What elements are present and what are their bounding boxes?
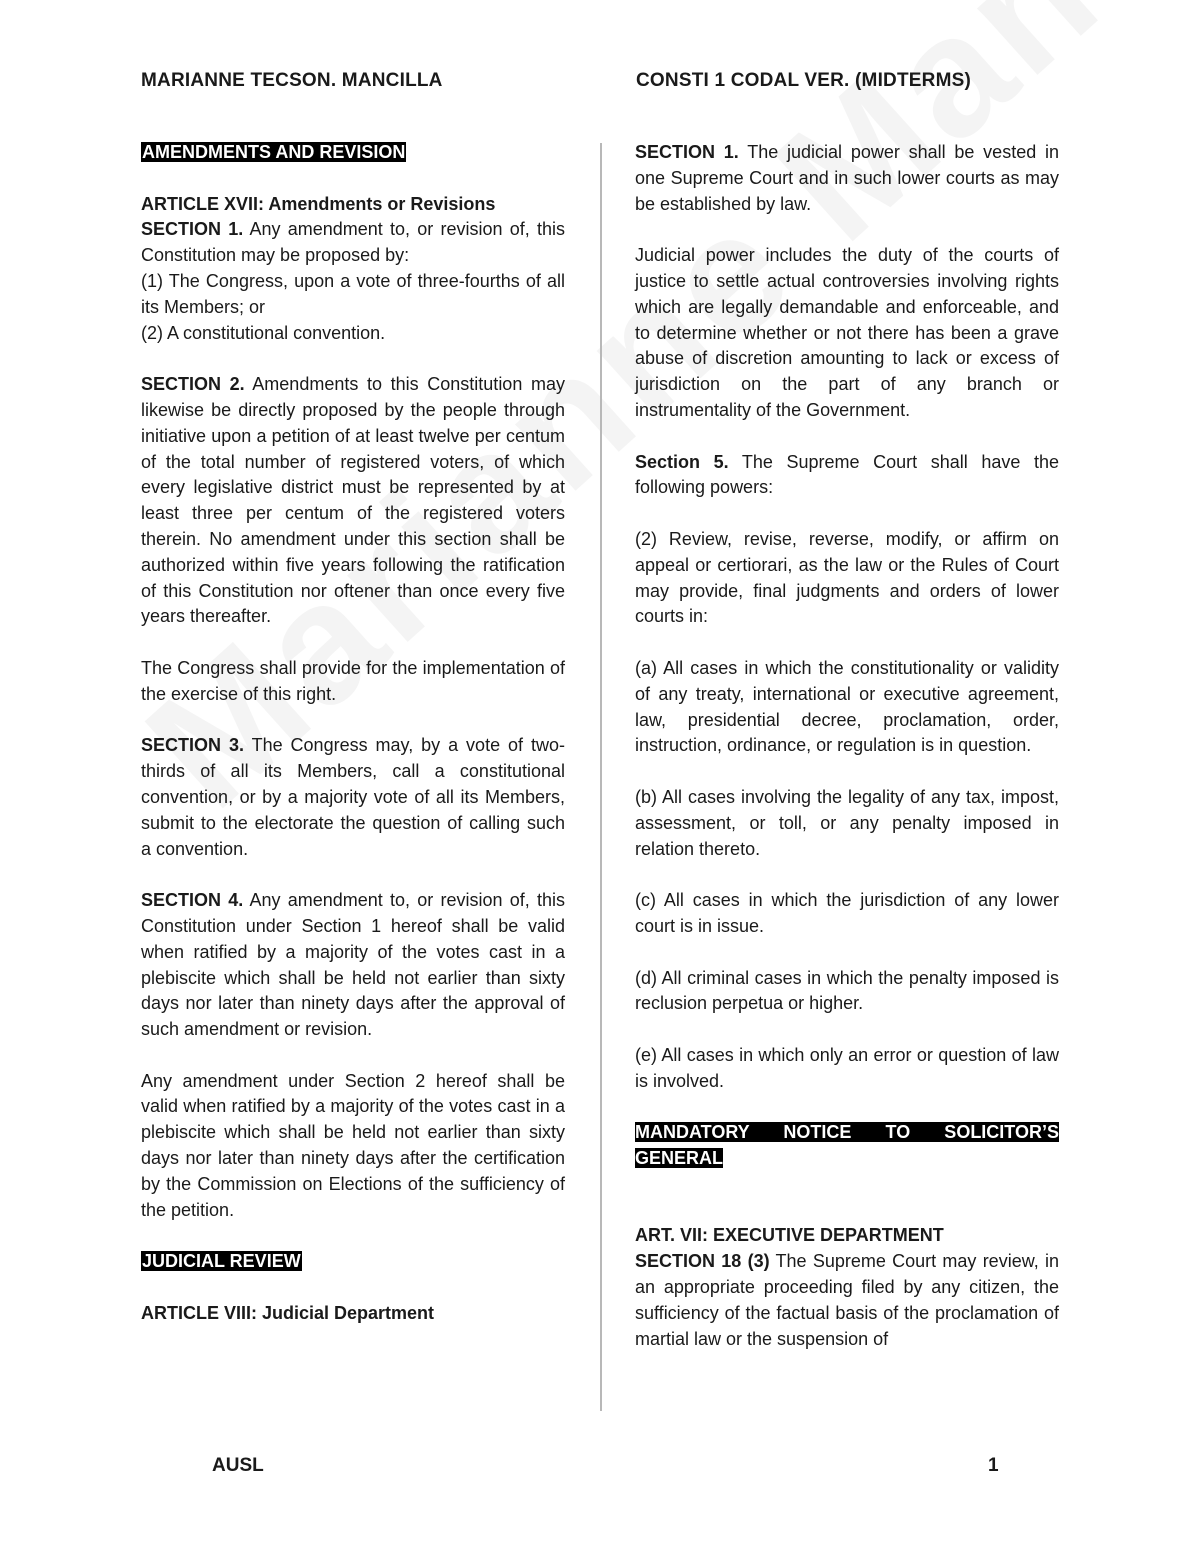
section-5-item-2: (2) Review, revise, reverse, modify, or affirm on appeal or certiorari, as the law or the Rules of Court may provide, final judgments and orders of lower courts in:: [635, 528, 1059, 627]
section-heading-judicial-review: JUDICIAL REVIEW: [142, 1251, 301, 1272]
article-viii-section-1: SECTION 1. The judicial power shall be vested in one Supreme Court and in such lower courts as may be established by law.: [635, 142, 1059, 214]
document-title: CONSTI 1 CODAL VER. (MIDTERMS): [636, 70, 971, 91]
article-vii-title: ART. VII: EXECUTIVE DEPARTMENT: [635, 1225, 944, 1246]
article-xvii-section-2-para-2: The Congress shall provide for the implementation of the exercise of this right.: [141, 657, 565, 704]
article-viii-section-5: Section 5. The Supreme Court shall have the following powers:: [635, 451, 1059, 498]
section-heading-mandatory-notice: MANDATORY NOTICE TO SOLICITOR’S GENERAL: [635, 1122, 1059, 1169]
section-5-item-d: (d) All criminal cases in which the penalty imposed is reclusion perpetua or higher.: [635, 967, 1059, 1014]
section-5-item-a: (a) All cases in which the constitutionality or validity of any treaty, international or executive agreement, law, presidential decree, proclamation, order, instruction, ordinance, or regulation is in question.: [635, 657, 1059, 756]
article-xvii-section-4: SECTION 4. Any amendment to, or revision of, this Constitution under Section 1 hereof shall be valid when ratified by a majority of the votes cast in a plebiscite which shall be held not earlier than sixty days nor later than ninety days after the approval of such amendment or revision.: [141, 890, 565, 1040]
footer-school: AUSL: [212, 1455, 264, 1476]
left-column: [141, 140, 565, 1327]
right-column: [635, 140, 1059, 1352]
author-name: MARIANNE TECSON. MANCILLA: [141, 70, 443, 91]
article-xvii-section-1-item-2: (2) A constitutional convention.: [141, 322, 386, 343]
article-xvii-section-2: SECTION 2. Amendments to this Constitution may likewise be directly proposed by the people through initiative upon a petition of at least twelve per centum of the total number of registered voters, of which every legislative district must be represented by at least three per centum of the registered voters therein. No amendment under this section shall be authorized within five years following the ratification of this Constitution nor oftener than once every five years thereafter.: [141, 374, 565, 627]
column-divider: [600, 143, 602, 1411]
judicial-power-paragraph: Judicial power includes the duty of the courts of justice to settle actual controversies involving rights which are legally demandable and enforceable, and to determine whether or not there has been a grave abuse of discretion amounting to lack or excess of jurisdiction on the part of any branch or instrumentality of the Government.: [635, 245, 1059, 420]
article-xvii-title: ARTICLE XVII: Amendments or Revisions: [141, 193, 496, 214]
article-xvii-section-3: SECTION 3. The Congress may, by a vote of two-thirds of all its Members, call a constitutional convention, or by a majority vote of all its Members, submit to the electorate the question of calling such a convention.: [141, 735, 565, 859]
section-5-item-c: (c) All cases in which the jurisdiction of any lower court is in issue.: [635, 890, 1059, 936]
section-heading-amendments: AMENDMENTS AND REVISION: [142, 142, 406, 162]
page-number: 1: [988, 1455, 999, 1476]
article-vii-section-18: SECTION 18 (3) The Supreme Court may review, in an appropriate proceeding filed by any citizen, the sufficiency of the factual basis of the proclamation of martial law or the suspension of: [635, 1251, 1059, 1349]
section-5-item-b: (b) All cases involving the legality of any tax, impost, assessment, or toll, or any penalty imposed in relation thereto.: [635, 786, 1059, 859]
article-xvii-section-1: SECTION 1. Any amendment to, or revision of, this Constitution may be proposed by:: [141, 219, 565, 266]
article-xvii-section-1-item-1: (1) The Congress, upon a vote of three-fourths of all its Members; or: [141, 270, 565, 317]
section-5-item-e: (e) All cases in which only an error or question of law is involved.: [635, 1044, 1059, 1091]
article-xvii-section-4-para-2: Any amendment under Section 2 hereof shall be valid when ratified by a majority of the votes cast in a plebiscite which shall be held not earlier than sixty days nor later than ninety days after the certification by the Commission on Elections of the sufficiency of the petition.: [141, 1070, 565, 1220]
article-viii-title: ARTICLE VIII: Judicial Department: [141, 1302, 435, 1323]
